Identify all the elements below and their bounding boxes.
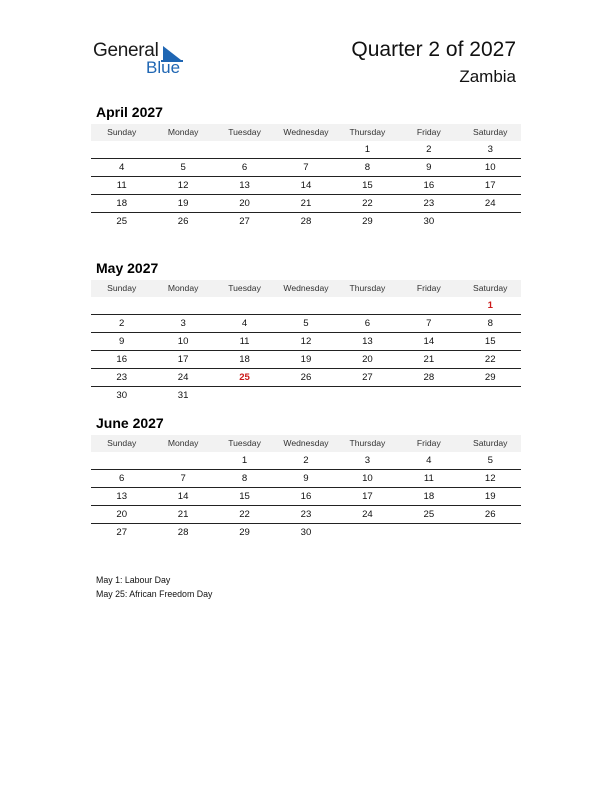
day-cell: 27	[362, 372, 373, 383]
day-cell: 19	[300, 354, 312, 365]
day-cell: 19	[484, 491, 496, 502]
month-title: June 2027	[96, 415, 164, 431]
day-cell: 18	[116, 198, 128, 209]
day-cell: 5	[487, 455, 493, 466]
day-cell: 20	[116, 509, 128, 520]
day-cell: 26	[177, 216, 189, 227]
weekday-label: Sunday	[107, 438, 137, 448]
day-cell: 4	[119, 162, 125, 173]
day-cell: 10	[177, 336, 189, 347]
weekday-label: Thursday	[349, 438, 386, 448]
day-cell	[337, 387, 398, 404]
day-cell: 5	[180, 162, 186, 173]
day-cell: 29	[362, 216, 373, 227]
day-cell: 14	[423, 336, 435, 347]
day-cell: 28	[300, 216, 312, 227]
day-cell: 11	[239, 336, 250, 347]
day-cell: 5	[303, 318, 309, 329]
month-june	[91, 414, 521, 541]
day-cell: 30	[423, 216, 435, 227]
day-cell	[398, 387, 459, 404]
day-cell: 13	[116, 491, 128, 502]
day-cell: 3	[364, 455, 371, 466]
day-cell: 2	[303, 455, 309, 466]
day-cell	[214, 297, 275, 314]
day-cell: 13	[239, 180, 250, 191]
day-cell: 27	[116, 527, 128, 538]
day-cell	[91, 297, 152, 314]
day-cell: 10	[484, 162, 496, 173]
weekday-label: Thursday	[349, 283, 386, 293]
day-cell: 26	[484, 509, 496, 520]
holiday-notes	[96, 573, 212, 601]
day-cell: 6	[119, 473, 125, 484]
day-cell: 6	[241, 162, 248, 173]
weekday-header-row	[91, 435, 521, 452]
weekday-header-row	[91, 280, 521, 297]
week-row	[91, 488, 521, 506]
week-row	[91, 351, 521, 369]
day-cell: 12	[177, 180, 189, 191]
week-row	[91, 159, 521, 177]
day-cell: 22	[239, 509, 250, 520]
day-cell: 14	[177, 491, 189, 502]
day-cell	[460, 524, 521, 541]
day-cell: 1	[241, 455, 248, 466]
day-cell: 18	[239, 354, 250, 365]
day-cell	[91, 452, 152, 469]
day-cell	[460, 213, 521, 230]
day-cell: 23	[116, 372, 128, 383]
day-cell: 16	[300, 491, 312, 502]
weekday-label: Thursday	[349, 127, 386, 137]
holiday-note: May 1: Labour Day	[96, 575, 171, 585]
day-cell: 21	[177, 509, 189, 520]
weekday-label: Friday	[416, 283, 441, 293]
weekday-label: Saturday	[473, 438, 508, 448]
month-title: May 2027	[96, 260, 159, 276]
month-april	[91, 103, 521, 230]
weekday-label: Wednesday	[283, 283, 329, 293]
day-cell	[91, 141, 152, 158]
day-cell	[152, 297, 213, 314]
weekday-label: Tuesday	[228, 283, 261, 293]
holiday-day-cell: 1	[487, 300, 493, 311]
weekday-label: Friday	[416, 127, 441, 137]
day-cell: 28	[423, 372, 435, 383]
day-cell	[275, 297, 336, 314]
weekday-label: Tuesday	[228, 438, 261, 448]
day-cell: 21	[423, 354, 435, 365]
day-cell: 9	[426, 162, 432, 173]
day-cell: 11	[423, 473, 434, 484]
day-cell: 24	[484, 198, 496, 209]
day-cell: 16	[423, 180, 435, 191]
day-cell	[275, 387, 336, 404]
day-cell: 8	[364, 162, 371, 173]
day-cell: 30	[116, 390, 128, 401]
week-row	[91, 524, 521, 541]
week-row	[91, 506, 521, 524]
day-cell: 7	[426, 318, 432, 329]
day-cell: 2	[426, 144, 432, 155]
weekday-label: Sunday	[107, 127, 137, 137]
day-cell: 18	[423, 491, 435, 502]
weekday-label: Monday	[167, 438, 199, 448]
day-cell: 23	[300, 509, 312, 520]
day-cell: 1	[364, 144, 371, 155]
generalblue-logo	[93, 40, 193, 80]
day-cell: 26	[300, 372, 312, 383]
weekday-label: Sunday	[107, 283, 137, 293]
day-cell: 20	[362, 354, 373, 365]
day-cell: 25	[116, 216, 128, 227]
day-cell: 29	[484, 372, 496, 383]
weekday-label: Saturday	[473, 283, 508, 293]
logo-blue-text: Blue	[146, 58, 181, 77]
holiday-day-cell: 25	[239, 372, 250, 383]
day-cell: 27	[239, 216, 250, 227]
day-cell: 28	[177, 527, 189, 538]
day-cell: 17	[362, 491, 373, 502]
day-cell: 16	[116, 354, 128, 365]
week-row	[91, 470, 521, 488]
day-cell: 22	[362, 198, 373, 209]
weekday-label: Saturday	[473, 127, 508, 137]
day-cell: 7	[180, 473, 186, 484]
day-cell: 8	[487, 318, 493, 329]
weekday-label: Monday	[167, 283, 199, 293]
day-cell: 17	[177, 354, 189, 365]
day-cell: 4	[426, 455, 432, 466]
week-row	[91, 195, 521, 213]
day-cell: 30	[300, 527, 312, 538]
day-cell	[398, 524, 459, 541]
day-cell: 3	[487, 144, 493, 155]
holiday-note: May 25: African Freedom Day	[96, 589, 213, 599]
day-cell: 22	[484, 354, 496, 365]
day-cell: 7	[303, 162, 309, 173]
day-cell	[214, 387, 275, 404]
day-cell: 13	[362, 336, 373, 347]
day-cell: 25	[423, 509, 435, 520]
day-cell: 15	[362, 180, 373, 191]
day-cell: 14	[300, 180, 312, 191]
day-cell	[337, 297, 398, 314]
day-cell: 12	[300, 336, 312, 347]
day-cell: 6	[364, 318, 371, 329]
month-may	[91, 259, 521, 404]
day-cell: 4	[241, 318, 248, 329]
country-name: Zambia	[459, 67, 516, 86]
day-cell: 20	[239, 198, 250, 209]
day-cell: 24	[177, 372, 189, 383]
week-row	[91, 297, 521, 315]
day-cell: 23	[423, 198, 435, 209]
day-cell	[152, 452, 213, 469]
weekday-label: Friday	[416, 438, 441, 448]
weekday-label: Wednesday	[283, 127, 329, 137]
day-cell: 21	[300, 198, 312, 209]
day-cell	[460, 387, 521, 404]
day-cell	[398, 297, 459, 314]
day-cell: 8	[241, 473, 248, 484]
day-cell: 3	[180, 318, 186, 329]
weekday-label: Tuesday	[228, 127, 261, 137]
week-row	[91, 315, 521, 333]
quarter-title: Quarter 2 of 2027	[351, 38, 516, 61]
day-cell	[275, 141, 336, 158]
day-cell: 11	[116, 180, 127, 191]
day-cell: 31	[177, 390, 189, 401]
day-cell	[152, 141, 213, 158]
day-cell: 10	[362, 473, 373, 484]
day-cell: 12	[484, 473, 496, 484]
week-row	[91, 213, 521, 230]
day-cell: 9	[303, 473, 309, 484]
weekday-label: Monday	[167, 127, 199, 137]
week-row	[91, 452, 521, 470]
weekday-header-row	[91, 124, 521, 141]
day-cell: 19	[177, 198, 189, 209]
day-cell: 24	[362, 509, 373, 520]
week-row	[91, 387, 521, 404]
week-row	[91, 369, 521, 387]
day-cell	[214, 141, 275, 158]
day-cell: 2	[119, 318, 125, 329]
week-row	[91, 141, 521, 159]
weekday-label: Wednesday	[283, 438, 329, 448]
logo-general-text: General	[93, 40, 159, 61]
day-cell: 29	[239, 527, 250, 538]
week-row	[91, 333, 521, 351]
day-cell: 17	[484, 180, 496, 191]
day-cell: 15	[239, 491, 250, 502]
day-cell	[337, 524, 398, 541]
month-title: April 2027	[96, 104, 163, 120]
day-cell: 15	[484, 336, 496, 347]
day-cell: 9	[119, 336, 125, 347]
week-row	[91, 177, 521, 195]
